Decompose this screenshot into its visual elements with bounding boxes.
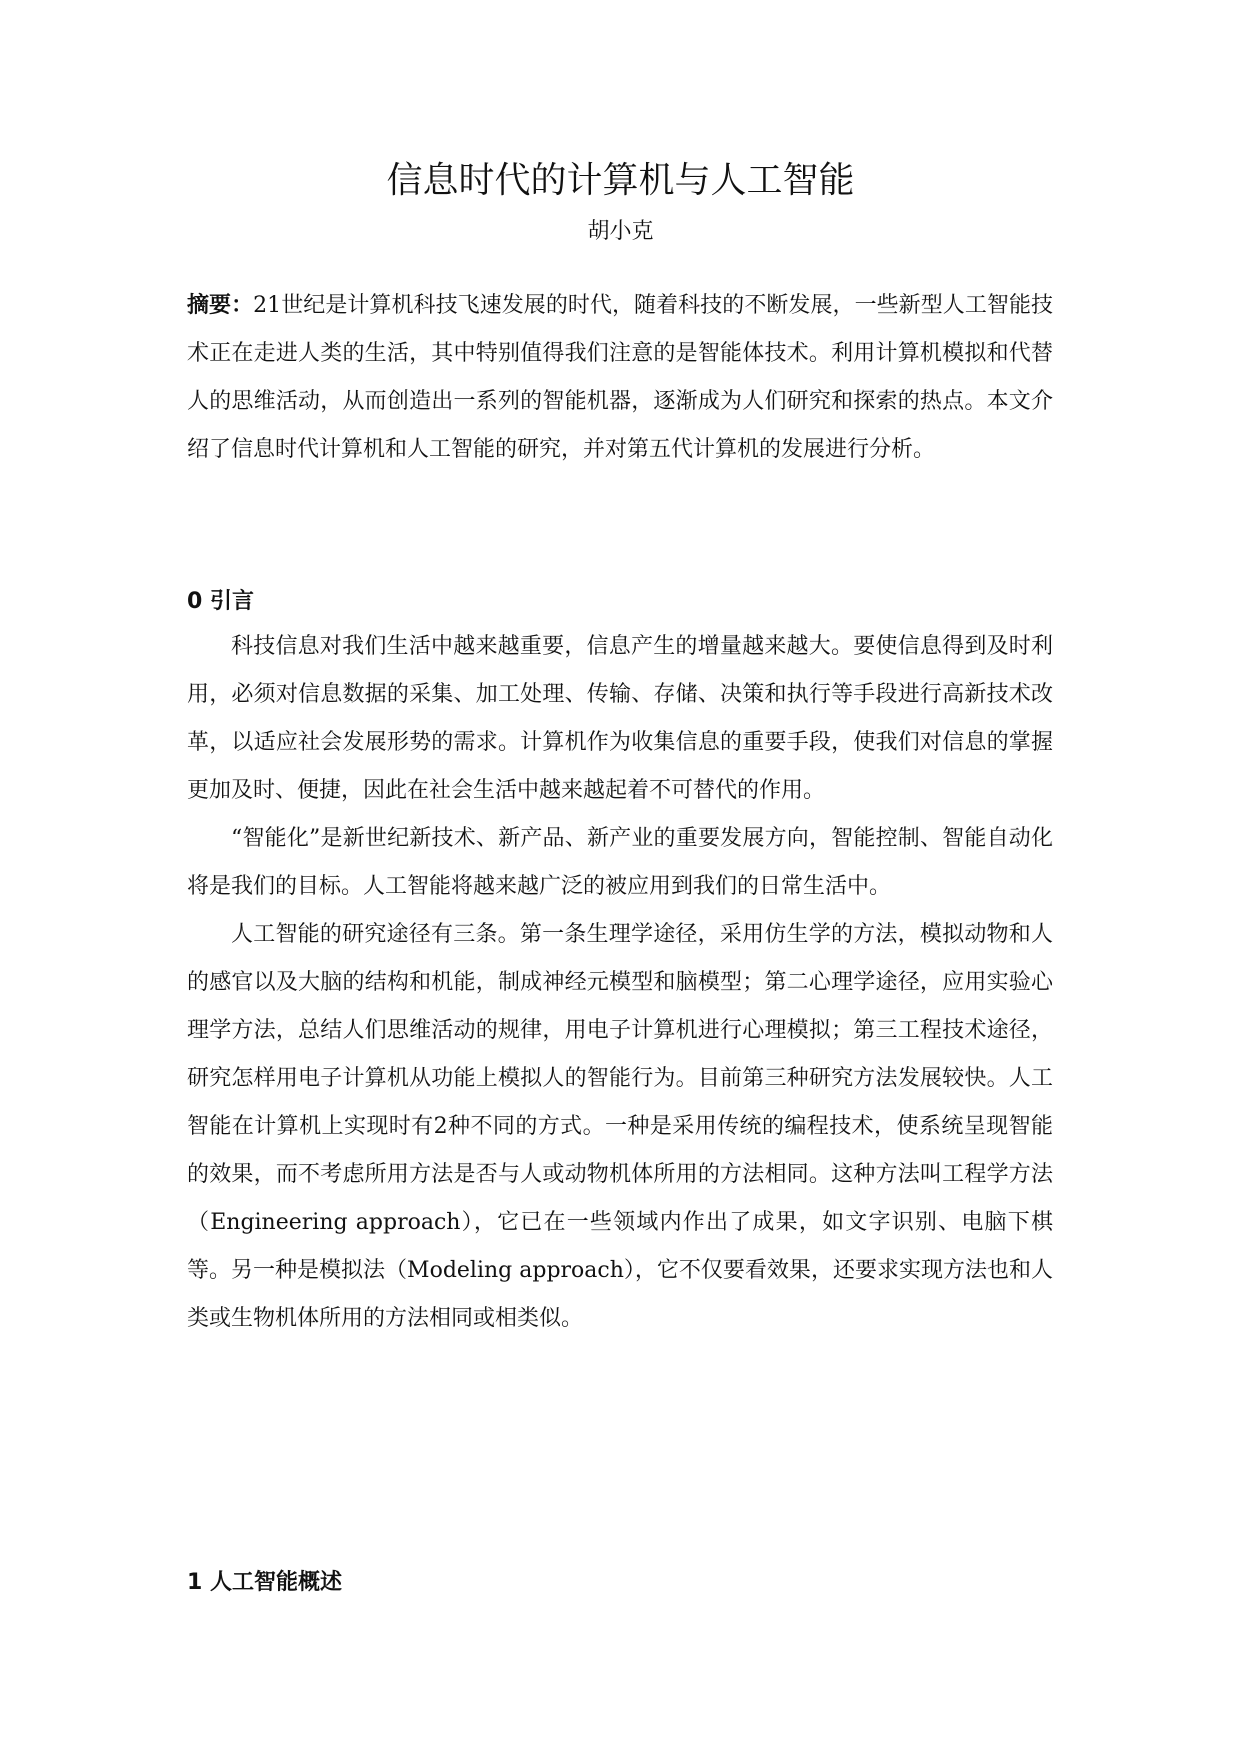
body-paragraph: 科技信息对我们生活中越来越重要，信息产生的增量越来越大。要使信息得到及时利用，必须对信息数据的采集、加工处理、传输、存储、决策和执行等手段进行高新技术改革，以适应社会发展形势的需求。计算机作为收集信息的重要手段，使我们对信息的掌握更加及时、便捷，因此在社会生活中越来越起着不可替代的作用。	[187, 634, 1053, 803]
document-title: 信息时代的计算机与人工智能	[386, 160, 855, 201]
abstract-label: 摘要：	[187, 293, 254, 318]
section-heading-introduction: 0 引言	[187, 589, 254, 614]
body-paragraph: 人工智能的研究途径有三条。第一条生理学途径，采用仿生学的方法，模拟动物和人的感官以及大脑的结构和机能，制成神经元模型和脑模型；第二心理学途径，应用实验心理学方法，总结人们思维活动的规律，用电子计算机进行心理模拟；第三工程技术途径，研究怎样用电子计算机从功能上模拟人的智能行为。目前第三种研究方法发展较快。人工智能在计算机上实现时有2种不同的方式。一种是采用传统的编程技术，使系统呈现智能的效果，而不考虑所用方法是否与人或动物机体所用的方法相同。这种方法叫工程学方法（Engineering approach），它已在一些领域内作出了成果，如文字识别、电脑下棋等。另一种是模拟法（Modeling approach），它不仅要看效果，还要求实现方法也和人类或生物机体所用的方法相同或相类似。	[187, 922, 1053, 1331]
abstract-text: 21世纪是计算机科技飞速发展的时代，随着科技的不断发展，一些新型人工智能技术正在走进人类的生活，其中特别值得我们注意的是智能体技术。利用计算机模拟和代替人的思维活动，从而创造出一系列的智能机器，逐渐成为人们研究和探索的热点。本文介绍了信息时代计算机和人工智能的研究，并对第五代计算机的发展进行分析。	[187, 293, 1053, 462]
section-body-introduction	[187, 623, 1053, 1343]
abstract-paragraph	[187, 282, 1053, 474]
author-name: 胡小克	[587, 219, 654, 244]
section-heading-ai-overview: 1 人工智能概述	[187, 1570, 342, 1595]
body-paragraph: “智能化”是新世纪新技术、新产品、新产业的重要发展方向，智能控制、智能自动化将是我们的目标。人工智能将越来越广泛的被应用到我们的日常生活中。	[187, 826, 1053, 899]
